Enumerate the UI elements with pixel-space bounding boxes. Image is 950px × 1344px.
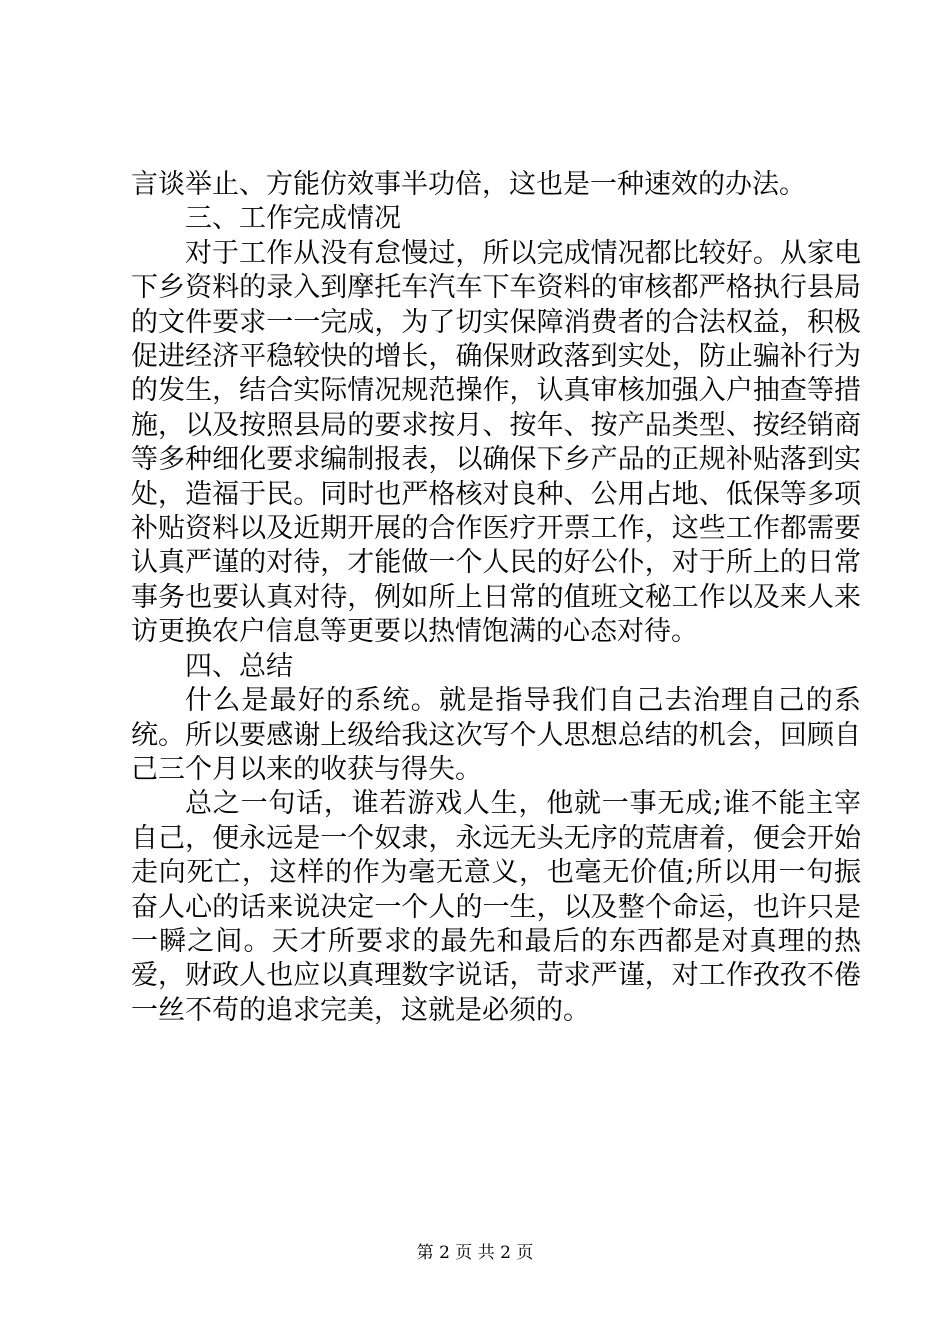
paragraph-continuation: 言谈举止、方能仿效事半功倍，这也是一种速效的办法。	[131, 169, 806, 200]
section-heading-work-completion: 三、工作完成情况	[185, 203, 401, 235]
page-number-footer: 第 2 页 共 2 页	[416, 1243, 534, 1263]
paragraph-summary-conclusion: 总之一句话，谁若游戏人生，他就一事无成;谁不能主宰自己，便永远是一个奴隶，永远无头无序的荒唐着，便会开始走向死亡，这样的作为毫无意义，也毫无价值;所以用一句振奋人心的话来说决定一个人的一生，以及整个命运，也许只是一瞬之间。天才所要求的最先和最后的东西都是对真理的热爱，财政人也应以真理数字说话，苛求严谨，对工作孜孜不倦一丝不苟的追求完美，这就是必须的。	[131, 788, 861, 1026]
section-heading-summary: 四、总结	[185, 650, 293, 682]
paragraph-work-completion: 对于工作从没有怠慢过，所以完成情况都比较好。从家电下乡资料的录入到摩托车汽车下车资料的审核都严格执行县局的文件要求一一完成，为了切实保障消费者的合法权益，积极促进经济平稳较快的增长，确保财政落到实处，防止骗补行为的发生，结合实际情况规范操作，认真审核加强入户抽查等措施，以及按照县局的要求按月、按年、按产品类型、按经销商等多种细化要求编制报表，以确保下乡产品的正规补贴落到实处，造福于民。同时也严格核对良种、公用占地、低保等多项补贴资料以及近期开展的合作医疗开票工作，这些工作都需要认真严谨的对待，才能做一个人民的好公仆，对于所上的日常事务也要认真对待，例如所上日常的值班文秘工作以及来人来访更换农户信息等更要以热情饱满的心态对待。	[131, 237, 861, 648]
document-body	[131, 168, 861, 1028]
paragraph-summary-system: 什么是最好的系统。就是指导我们自己去治理自己的系统。所以要感谢上级给我这次写个人思想总结的机会，回顾自己三个月以来的收获与得失。	[131, 685, 861, 785]
